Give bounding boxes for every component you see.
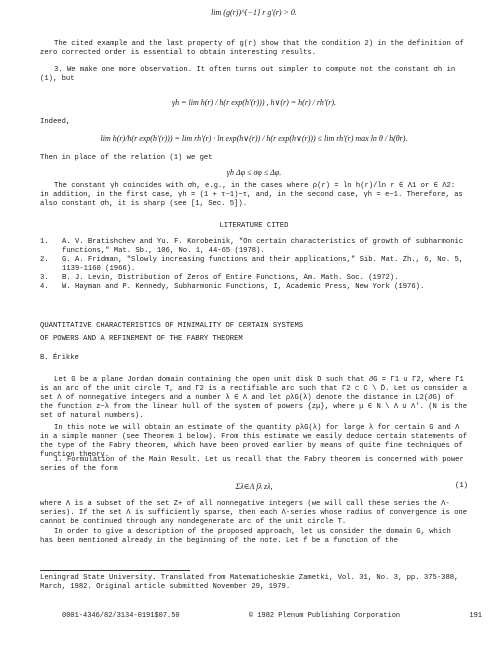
literature-heading: LITERATURE CITED xyxy=(219,222,289,230)
formula-2: γh = lim h(r) / h(r exp(h′(r))) , h∨(r) = h(r) / rh′(r). xyxy=(171,98,337,107)
reference-item: 3. B. J. Levin, Distribution of Zeros of Entire Functions, Am. Math. Soc. (1972). xyxy=(40,274,399,282)
equation-1 xyxy=(40,482,468,491)
paragraph-6: In this note we will obtain an estimate of the quantity ρλG(λ) for large λ for certain G and Λ in a simple manner (see Theorem 1 below). From this estimate we easily deduce certain statements of the type of the Fabry theorem, which have been proved earlier by means of quite fine techniques of function theory. xyxy=(40,424,468,459)
formula-5: Σλ∈Λ fλ zλ, xyxy=(235,482,273,491)
reference-item: 2. G. A. Fridman, "Slowly increasing functions and their applications," Sib. Mat. Zh., 6, No. 5, 1139-1160 (1966). xyxy=(40,256,464,273)
footer-copyright: © 1982 Plenum Publishing Corporation xyxy=(248,612,401,620)
paragraph-7: 1. Formulation of the Main Result. Let us recall that the Fabry theorem is concerned with power series of the form xyxy=(40,456,464,473)
article-title-line-1: QUANTITATIVE CHARACTERISTICS OF MINIMALITY OF CERTAIN SYSTEMS xyxy=(40,322,304,330)
paragraph-3: Then in place of the relation (1) we get xyxy=(40,154,213,162)
reference-item: 4. W. Hayman and P. Kennedy, Subharmonic Functions, I, Academic Press, New York (1976). xyxy=(40,283,425,291)
article-title-line-2: OF POWERS AND A REFINEMENT OF THE FABRY THEOREM xyxy=(40,335,243,343)
paragraph-5: Let G be a plane Jordan domain containing the open unit disk D such that ∂G = Γ1 ∪ Γ2, where Γ1 is an arc of the unit circle T, and Γ2 is a rectifiable arc such that Γ2 ⊂ C \ D̄. Let us consider a set Λ of nonnegative integers and a number λ ∈ Λ and let ρλG(λ) denote the distance in L2(∂G) of the function z−λ from the linear hull of the system of powers {zμ}, where μ ∈ N \ Λ ∪ Λ′. (N is the set of natural numbers). xyxy=(40,376,468,420)
paragraph-2: 3. We make one more observation. It often turns out simpler to compute not the constant σh in (1), but xyxy=(40,66,456,83)
paragraph-8: where Λ is a subset of the set Z+ of all nonnegative integers (we will call these series the Λ-series). If the set Λ is sufficiently sparse, then each Λ-series whose radius of convergence is one cannot be continued through any nondegenerate arc of the unit circle T. xyxy=(40,500,468,526)
footer-code: 0001-4346/82/3134-0191$07.50 xyxy=(62,612,180,620)
paragraph-1: The cited example and the last property of g(r) show that the condition 2) in the definition of zero corrected order is essential to obtain interesting results. xyxy=(40,40,464,57)
footnote-rule xyxy=(40,570,190,571)
reference-item: 1. A. V. Bratishchev and Yu. F. Korobeinik, "On certain characteristics of growth of subharmonic functions," Mat. Sb., 106, No. 1, 44-65 (1978). xyxy=(40,238,464,255)
formula-4: γh Δφ ≤ σφ ≤ Δφ. xyxy=(226,168,282,177)
article-title xyxy=(40,322,468,344)
paragraph-4: The constant γh coincides with σh, e.g., in the cases where ρ(r) = ln h(r)/ln r ∈ Λ1 or ∈ Λ2: in addition, in the first case, γh = (1 + τ−1)−τ, and, in the second case, γh = e−1. Therefore, as also constant σh, it is sharp (see [1, Sec. 5]). xyxy=(40,182,463,208)
page-number: 191 xyxy=(469,612,482,620)
top-formula: lim (g(r))^{−1} r g′(r) > 0. xyxy=(211,8,297,17)
formula-3: lim h(r)/h(r exp(h′(r))) = lim rh′(r) · ln exp(h∨(r)) / h(r exp(h∨(r))) ≤ lim rh′(r) max ln θ / h(θr). xyxy=(100,134,408,143)
reference-list xyxy=(40,238,468,292)
equation-number: (1) xyxy=(455,482,468,490)
paragraph-9: In order to give a description of the proposed approach, let us consider the domain G, which has been mentioned already in the beginning of the note. Let f be a function of the xyxy=(40,528,451,545)
author: B. Érikke xyxy=(40,354,79,362)
page-footer xyxy=(62,612,482,621)
indeed-text: Indeed, xyxy=(40,118,71,126)
footnote: Leningrad State University. Translated from Matematicheskie Zametki, Vol. 31, No. 3, pp. 375-388, March, 1982. Original article submitted November 29, 1979. xyxy=(40,574,459,591)
